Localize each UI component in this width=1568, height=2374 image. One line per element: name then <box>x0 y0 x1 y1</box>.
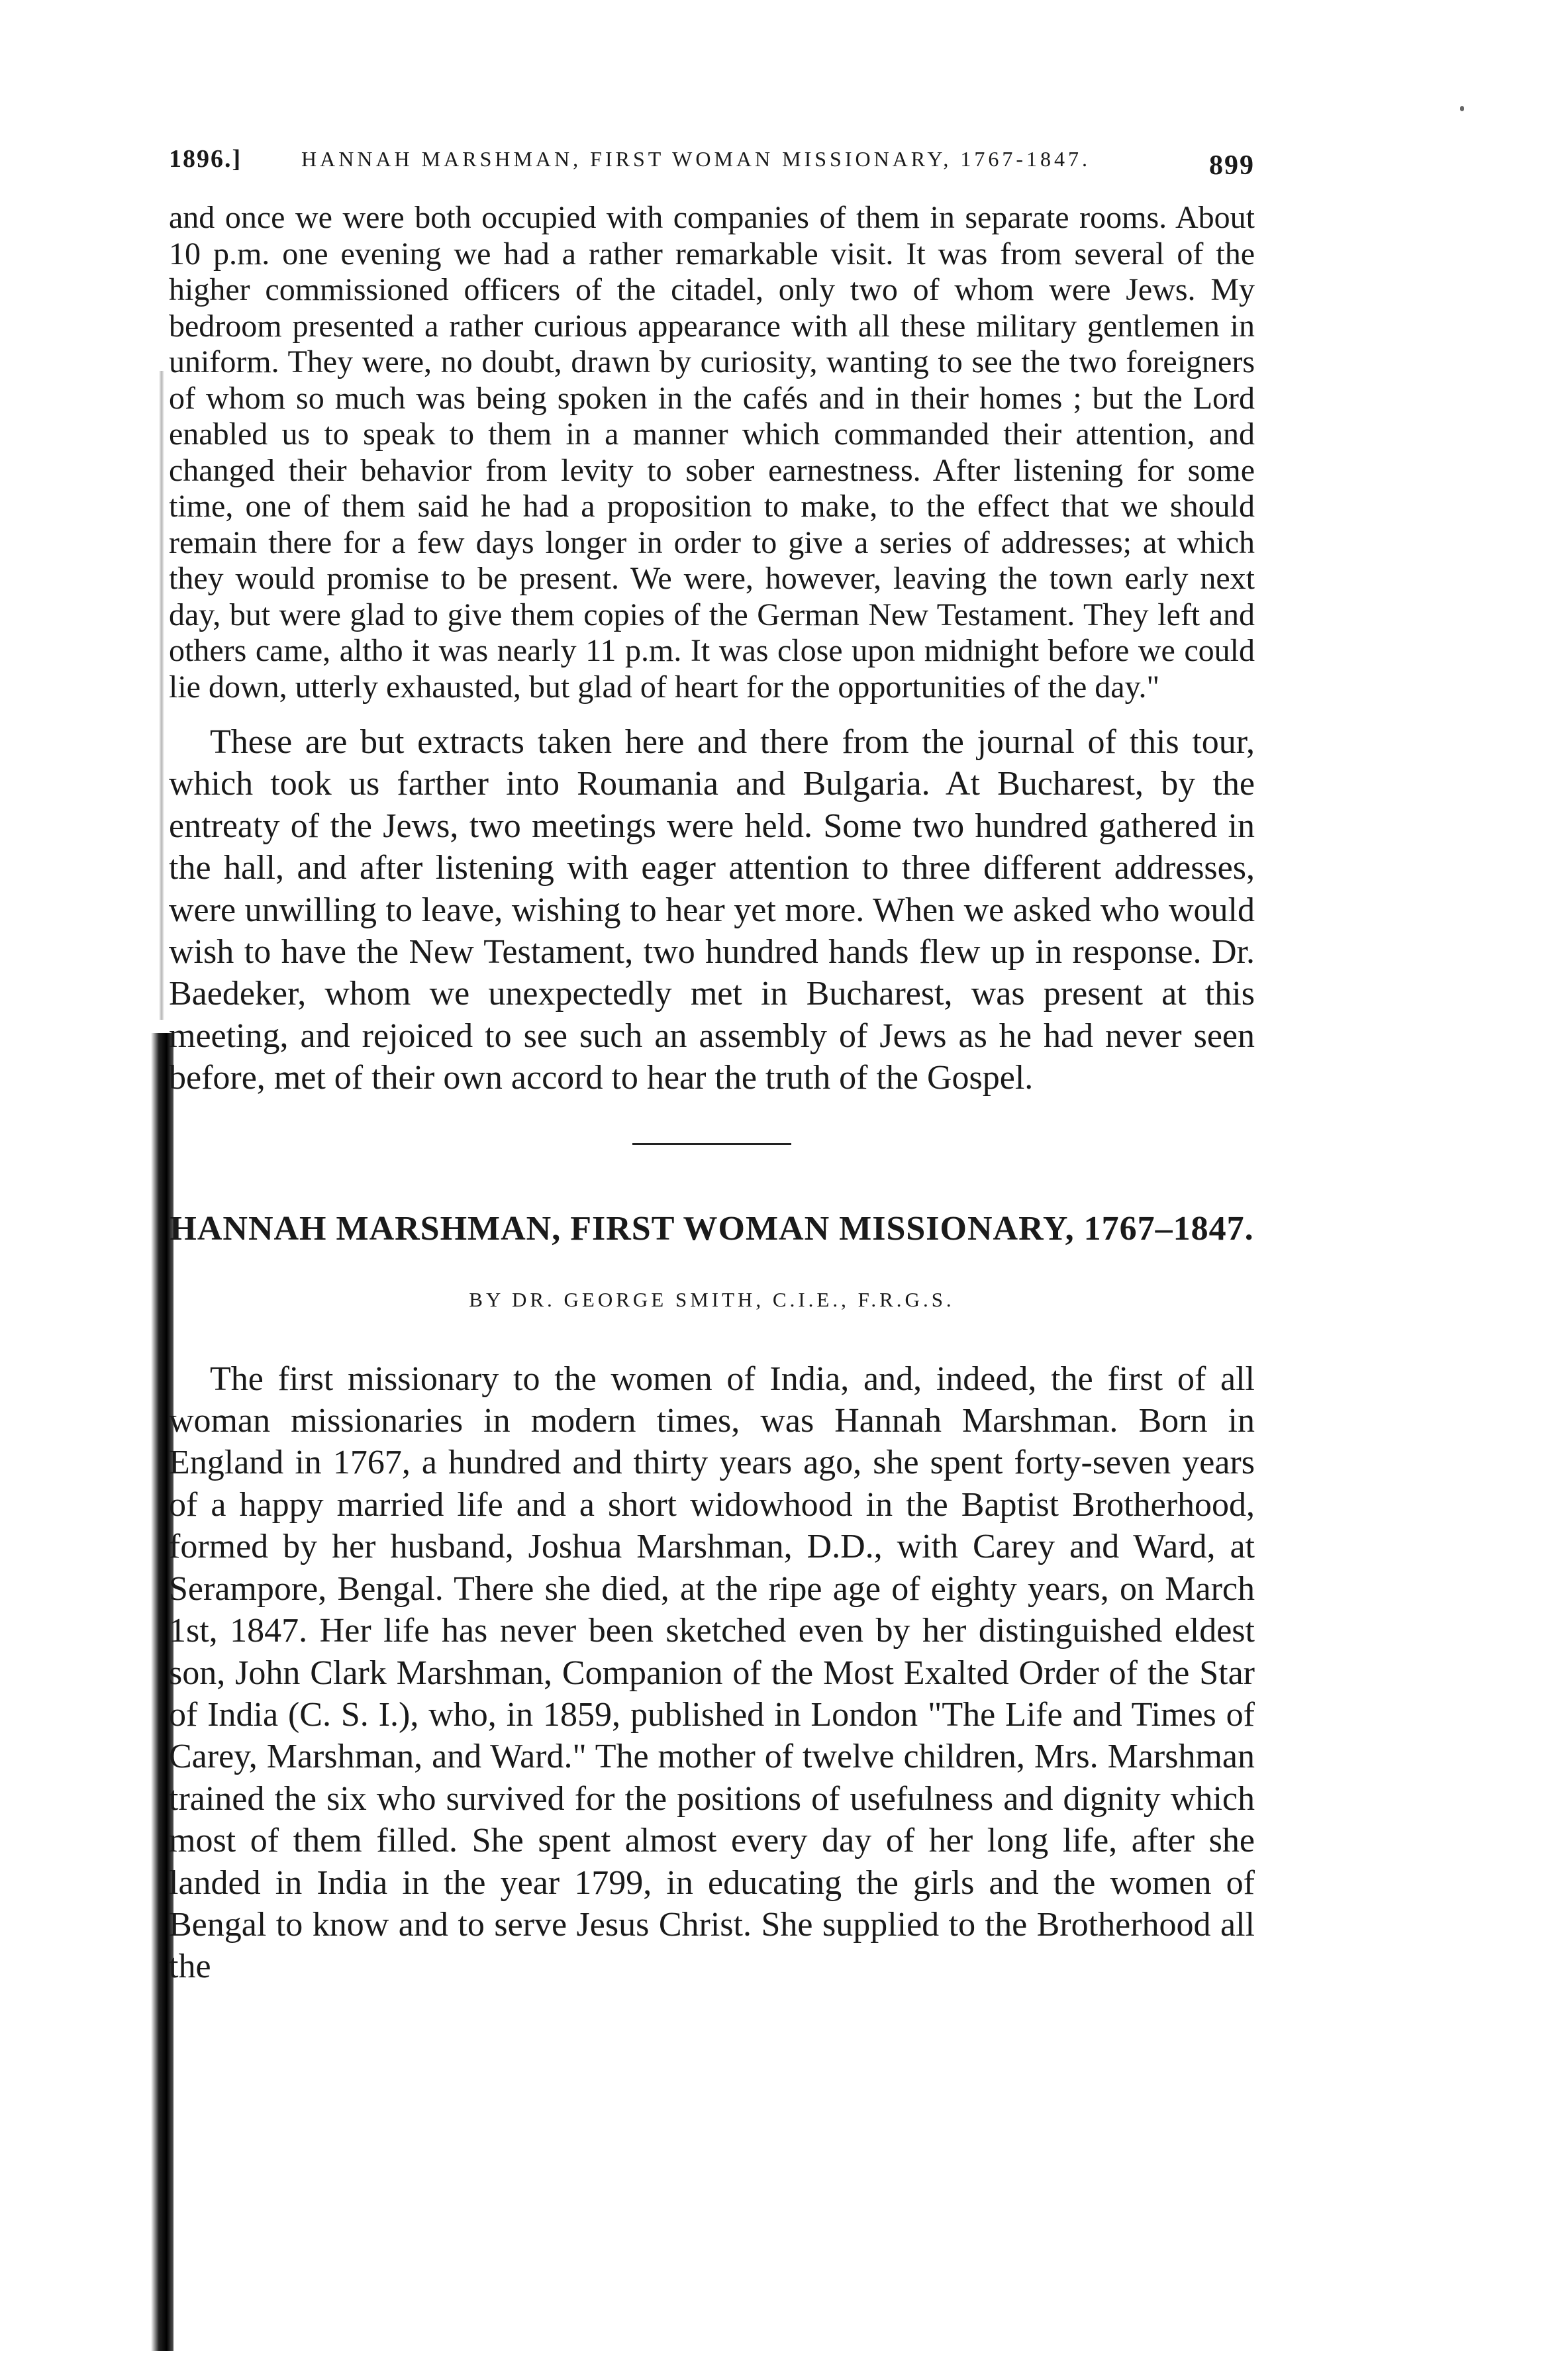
closing-paragraph: These are but extracts taken here and there from the journal of this tour, which took us farther into Roumania and Bulgaria. At Bucharest, by the entreaty of the Jews, two meetings were held. Some two hundred gathered in the hall, and after listening with eager attention to three different addresses, were unwilling to leave, wishing to hear yet more. When we asked who would wish to have the New Testament, two hundred hands flew up in response. Dr. Baedeker, whom we unexpectedly met in Bucharest, was present at this meeting, and rejoiced to see such an assembly of Jews as he had never seen before, met of their own accord to hear the truth of the Gospel. <box>169 723 1255 1097</box>
header-year: 1896.] <box>169 145 242 173</box>
article-byline: BY DR. GEORGE SMITH, C.I.E., F.R.G.S. <box>469 1287 955 1311</box>
running-head <box>169 144 1255 200</box>
article-paragraph: The first missionary to the women of India, and, indeed, the first of all woman missionaries in modern times, was Hannah Marshman. Born in England in 1767, a hundred and thirty years ago, she spent forty-seven years of a happy married life and a short widowhood in the Baptist Brotherhood, formed by her husband, Joshua Marshman, D.D., with Carey and Ward, at Serampore, Bengal. There she died, at the ripe age of eighty years, on March 1st, 1847. Her life has never been sketched even by her distinguished eldest son, John Clark Marshman, Companion of the Most Exalted Order of the Star of India (C. S. I.), who, in 1859, published in London "The Life and Times of Carey, Marshman, and Ward." The mother of twelve children, Mrs. Marshman trained the six who survived for the positions of usefulness and dignity which most of them filled. She spent almost every day of her long life, after she landed in India in the year 1799, in educating the girls and the women of Bengal to know and to serve Jesus Christ. She supplied to the Brotherhood all the <box>169 1360 1255 1986</box>
article-title: HANNAH MARSHMAN, FIRST WOMAN MISSIONARY, 1767–1847. <box>170 1209 1254 1248</box>
book-page <box>169 144 1255 1988</box>
header-title: HANNAH MARSHMAN, FIRST WOMAN MISSIONARY, 1767-1847. <box>301 147 1091 171</box>
page-number: 899 <box>1209 150 1255 181</box>
journal-extract: and once we were both occupied with companies of them in separate rooms. About 10 p.m. one evening we had a rather remarkable visit. It was from several of the higher commissioned officers of the citadel, only two of whom were Jews. My bedroom presented a rather curious appearance with all these military gentlemen in uniform. They were, no doubt, drawn by curiosity, wanting to see the two foreigners of whom so much was being spoken in the cafés and in their homes ; but the Lord enabled us to speak to them in a manner which commanded their attention, and changed their behavior from levity to sober earnestness. After listening for some time, one of them said he had a proposition to make, to the effect that we should remain there for a few days longer in order to give a series of addresses; at which they would promise to be present. We were, however, leaving the town early next day, but were glad to give them copies of the German New Testament. They left and others came, altho it was nearly 11 p.m. It was close upon midnight before we could lie down, utterly exhausted, but glad of heart for the opportunities of the day." <box>169 200 1255 705</box>
scan-shadow-upper <box>159 371 164 1020</box>
section-divider <box>632 1143 791 1145</box>
scan-speck <box>1460 106 1464 111</box>
